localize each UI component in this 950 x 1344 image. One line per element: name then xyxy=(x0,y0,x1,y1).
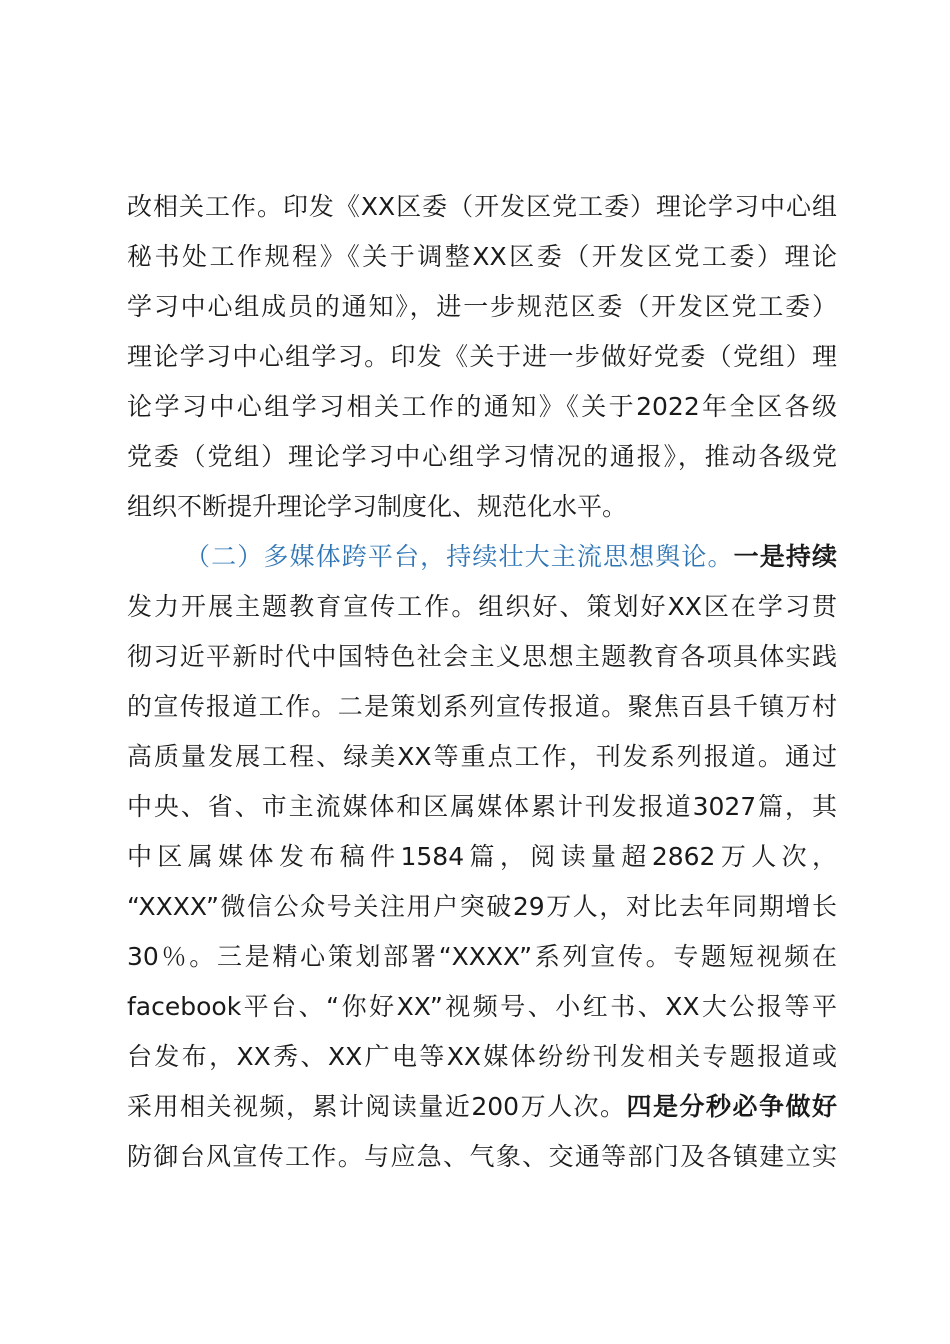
section-heading-line xyxy=(127,532,837,582)
text-line: 彻习近平新时代中国特色社会主义思想主题教育各项具体实践 xyxy=(127,642,837,671)
text-segment: 采用相关视频，累计阅读量近200万人次。 xyxy=(127,1092,627,1121)
text-line: 改相关工作。印发《XX区委（开发区党工委）理论学习中心组 xyxy=(127,192,837,221)
text-line: 论学习中心组学习相关工作的通知》《关于2022年全区各级 xyxy=(127,392,837,421)
text-line: 高质量发展工程、绿美XX等重点工作，刊发系列报道。通过 xyxy=(127,742,837,771)
text-line: 学习中心组成员的通知》，进一步规范区委（开发区党工委） xyxy=(127,292,837,321)
text-line: “XXXX”微信公众号关注用户突破29万人，对比去年同期增长 xyxy=(127,892,837,921)
text-line: 发力开展主题教育宣传工作。组织好、策划好XX区在学习贯 xyxy=(127,592,837,621)
text-line: 党委（党组）理论学习中心组学习情况的通报》，推动各级党 xyxy=(127,442,837,471)
text-line: 组织不断提升理论学习制度化、规范化水平。 xyxy=(127,492,628,521)
section-heading: （二）多媒体跨平台，持续壮大主流思想舆论。 xyxy=(185,542,734,571)
text-line-with-lead xyxy=(127,1082,837,1132)
body-text xyxy=(127,182,837,1182)
text-line: 中央、省、市主流媒体和区属媒体累计刊发报道3027篇，其 xyxy=(127,792,837,821)
text-line: 30％。三是精心策划部署“XXXX”系列宣传。专题短视频在 xyxy=(127,942,837,971)
text-line: facebook平台、“你好XX”视频号、小红书、XX大公报等平 xyxy=(127,992,837,1021)
text-line: 秘书处工作规程》《关于调整XX区委（开发区党工委）理论 xyxy=(127,242,837,271)
text-line: 台发布，XX秀、XX广电等XX媒体纷纷刊发相关专题报道或 xyxy=(127,1042,837,1071)
lead-phrase: 一是持续 xyxy=(733,542,837,571)
text-line: 防御台风宣传工作。与应急、气象、交通等部门及各镇建立实 xyxy=(127,1142,837,1171)
text-line: 中区属媒体发布稿件1584篇，阅读量超2862万人次， xyxy=(127,842,837,871)
text-line: 的宣传报道工作。二是策划系列宣传报道。聚焦百县千镇万村 xyxy=(127,692,837,721)
text-line: 理论学习中心组学习。印发《关于进一步做好党委（党组）理 xyxy=(127,342,837,371)
lead-phrase: 四是分秒必争做好 xyxy=(626,1092,837,1121)
